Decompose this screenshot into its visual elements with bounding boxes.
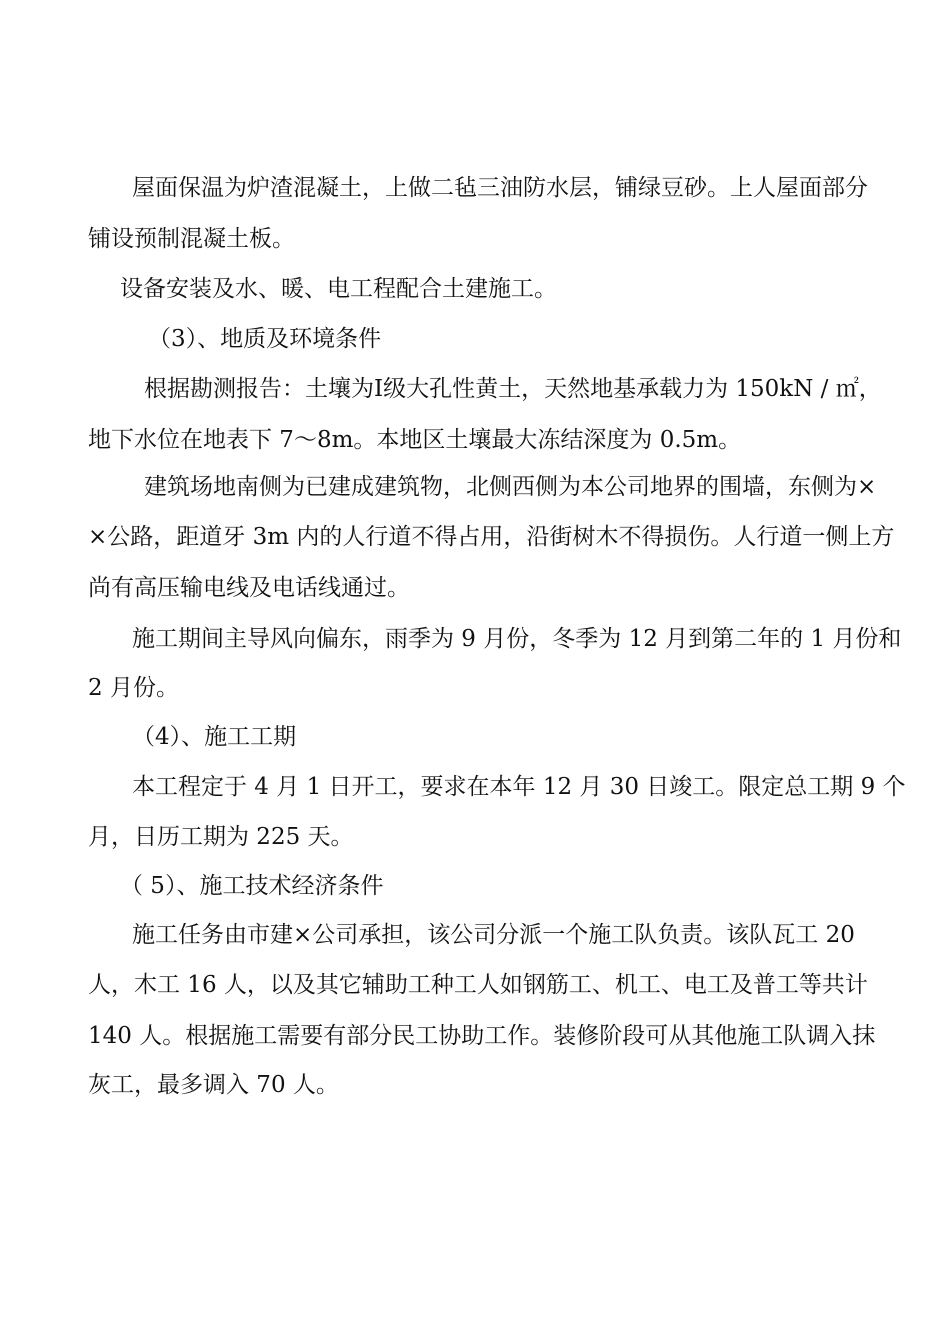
heading-schedule: （4）、施工工期 [132, 724, 297, 750]
paragraph-climate-line-1: 施工期间主导风向偏东，雨季为 9 月份，冬季为 12 月到第二年的 1 月份和 [132, 626, 902, 652]
paragraph-workforce-line-1: 施工任务由市建×公司承担，该公司分派一个施工队负责。该队瓦工 20 [132, 922, 855, 948]
paragraph-roof-line-1: 屋面保温为炉渣混凝土，上做二毡三油防水层，铺绿豆砂。上人屋面部分 [132, 175, 868, 201]
paragraph-site-line-3: 尚有高压输电线及电话线通过。 [88, 575, 410, 601]
heading-geology: （3）、地质及环境条件 [148, 326, 382, 352]
paragraph-workforce-line-2: 人，木工 16 人，以及其它辅助工种工人如钢筋工、机工、电工及普工等共计 [88, 972, 868, 998]
paragraph-schedule-line-2: 月，日历工期为 225 天。 [88, 824, 354, 850]
paragraph-survey-line-1: 根据勘测报告：土壤为Ⅰ级大孔性黄土，天然地基承载力为 150kN / ㎡， [144, 376, 882, 402]
paragraph-workforce-line-4: 灰工，最多调入 70 人。 [88, 1072, 339, 1098]
paragraph-climate-line-2: 2 月份。 [88, 675, 179, 701]
paragraph-schedule-line-1: 本工程定于 4 月 1 日开工，要求在本年 12 月 30 日竣工。限定总工期 9 个 [132, 774, 906, 800]
paragraph-survey-line-2: 地下水位在地表下 7～8m。本地区土壤最大冻结深度为 0.5m。 [88, 427, 742, 453]
paragraph-site-line-2: ×公路，距道牙 3m 内的人行道不得占用，沿街树木不得损伤。人行道一侧上方 [88, 524, 895, 550]
paragraph-equipment: 设备安装及水、暖、电工程配合土建施工。 [120, 276, 557, 302]
paragraph-workforce-line-3: 140 人。根据施工需要有部分民工协助工作。装修阶段可从其他施工队调入抹 [88, 1023, 876, 1049]
paragraph-site-line-1: 建筑场地南侧为已建成建筑物，北侧西侧为本公司地界的围墙，东侧为× [144, 474, 877, 500]
paragraph-roof-line-2: 铺设预制混凝土板。 [88, 226, 295, 252]
heading-conditions: （ 5）、施工技术经济条件 [120, 873, 384, 899]
